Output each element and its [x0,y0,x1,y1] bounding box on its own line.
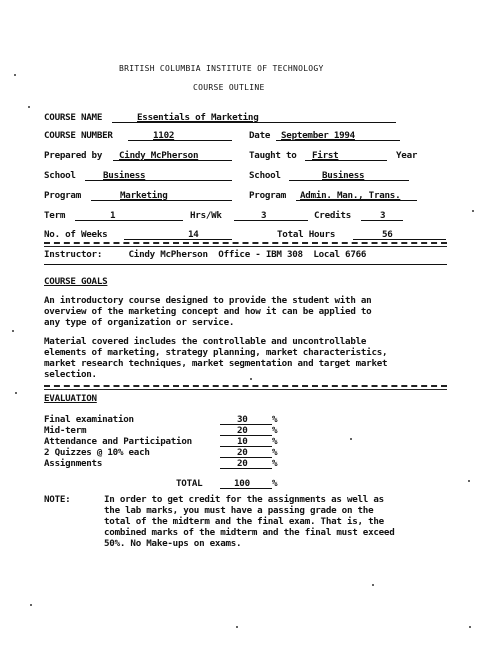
course-number-line [128,140,232,141]
total-label: TOTAL [176,478,203,489]
term-line [75,220,183,221]
eval-item-unit: % [272,436,278,447]
institution-name: BRITISH COLUMBIA INSTITUTE OF TECHNOLOGY [119,64,324,73]
weeks-value: 14 [188,229,199,240]
eval-item-value: 30 [237,414,248,425]
hrs-line [234,220,308,221]
scan-speck [372,584,374,586]
scan-speck [236,626,238,628]
course-number-label: COURSE NUMBER [44,130,113,141]
prepared-by-label: Prepared by [44,150,103,161]
prepared-by-value: Cindy McPherson [119,150,199,161]
program2-label: Program [249,190,286,201]
note-text: In order to get credit for the assignments as well as the lab marks, you must have a passing grade on the total of the midterm and the final exam. That is, the combined marks of the midterm and the final must exceed 50%. No Make-ups on exams. [104,494,395,549]
taught-to-value: First [312,150,339,161]
eval-item-unit: % [272,447,278,458]
scan-speck [15,392,17,394]
eval-item-label: 2 Quizzes @ 10% each [44,447,150,458]
course-goals-paragraph-2: Material covered includes the controllable and uncontrollable elements of marketing, strategy planning, market characteristics, market research techniques, market segmentation and target market selection. [44,336,388,380]
program-label: Program [44,190,81,201]
scan-speck [14,74,16,76]
document-title: COURSE OUTLINE [193,83,265,92]
scan-speck [468,480,470,482]
eval-item-unit: % [272,425,278,436]
program-value: Marketing [120,190,168,201]
date-label: Date [249,130,271,141]
course-goals-heading: COURSE GOALS [44,276,108,287]
scan-speck [28,106,30,108]
total-unit: % [272,478,278,489]
course-goals-paragraph-1: An introductory course designed to provide the student with an overview of the marketing concept and how it can be applied to any type of organization or service. [44,295,372,328]
total-hours-label: Total Hours [277,229,336,240]
term-value: 1 [110,210,116,221]
credits-label: Credits [314,210,351,221]
school2-value: Business [322,170,365,181]
instructor-line: Instructor: Cindy McPherson Office - IBM 308 Local 6766 [44,249,367,260]
header-divider [44,242,447,247]
eval-item-label: Assignments [44,458,103,469]
eval-item-label: Attendance and Participation [44,436,192,447]
credits-value: 3 [380,210,386,221]
note-label: NOTE: [44,494,71,505]
hrs-label: Hrs/Wk [190,210,222,221]
date-value: September 1994 [281,130,355,141]
goals-divider [44,385,447,390]
school-label: School [44,170,76,181]
weeks-line [124,239,232,240]
school-value: Business [103,170,146,181]
course-number-value: 1102 [153,130,175,141]
evaluation-heading: EVALUATION [44,393,97,404]
weeks-label: No. of Weeks [44,229,108,240]
eval-item-value: 20 [237,447,248,458]
eval-item-label: Final examination [44,414,134,425]
eval-item-value: 20 [237,425,248,436]
instructor-divider [44,264,447,265]
eval-item-value: 10 [237,436,248,447]
scan-speck [350,438,352,440]
eval-item-unit: % [272,458,278,469]
total-hours-value: 56 [382,229,393,240]
total-value: 100 [234,478,250,489]
course-name-label: COURSE NAME [44,112,103,123]
scan-speck [250,378,252,380]
eval-item-value: 20 [237,458,248,469]
scan-speck [12,330,14,332]
term-label: Term [44,210,66,221]
program2-value: Admin. Man., Trans. [300,190,401,201]
year-label: Year [396,150,418,161]
total-hours-line [353,239,446,240]
scan-speck [469,626,471,628]
eval-item-label: Mid-term [44,425,87,436]
scan-speck [30,604,32,606]
eval-item-unit: % [272,414,278,425]
taught-to-label: Taught to [249,150,297,161]
school2-label: School [249,170,281,181]
course-name-value: Essentials of Marketing [137,112,259,123]
hrs-value: 3 [261,210,267,221]
scan-speck [472,210,474,212]
